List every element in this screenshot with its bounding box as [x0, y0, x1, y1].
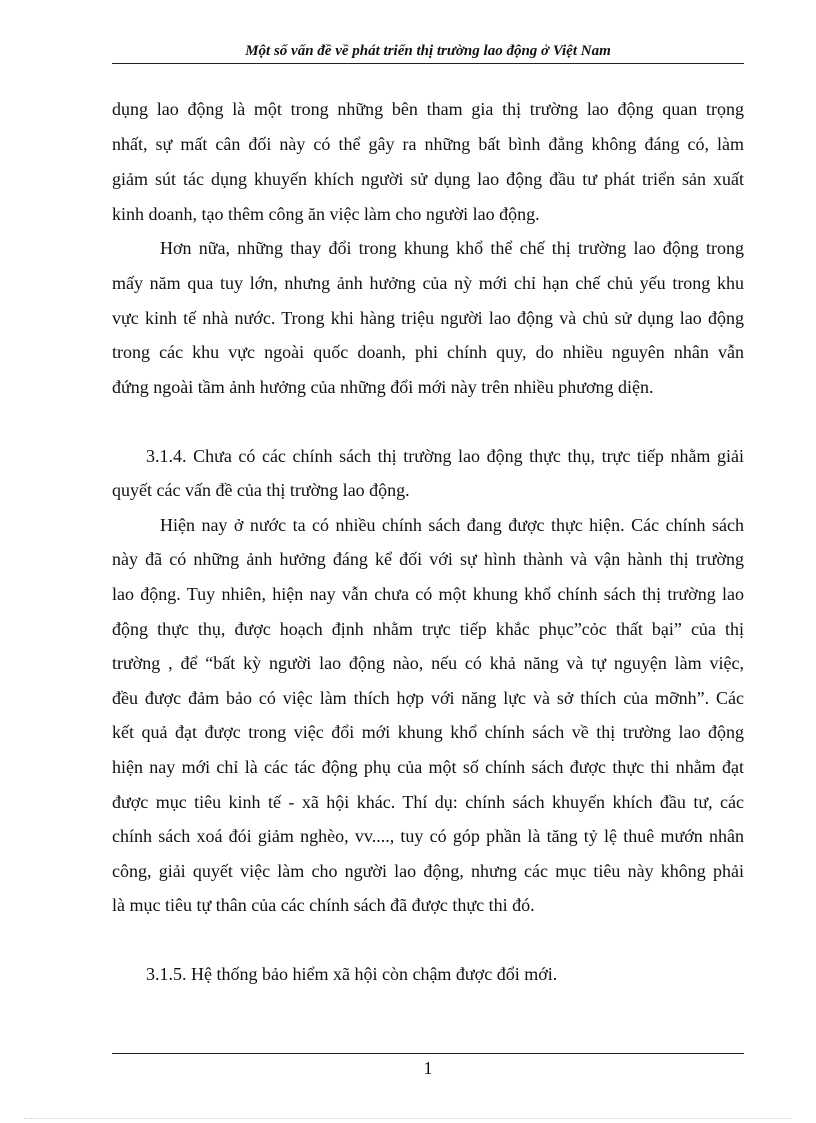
- text-line: đều được đảm bảo có việc làm thích hợp với năng lực và sở thích của mỡnh”. Các: [112, 688, 744, 708]
- text-line: đứng ngoài tầm ảnh hưởng của những đổi mới này trên nhiều phương diện.: [112, 377, 654, 397]
- text-line: kết quả đạt được trong việc đổi mới khung khổ chính sách về thị trường lao động: [112, 722, 744, 742]
- text-line: vực kinh tế nhà nước. Trong khi hàng triệu người lao động và chủ sử dụng lao động: [112, 308, 744, 328]
- text-line: hiện nay mới chỉ là các tác động phụ của một số chính sách được thực thi nhằm đạt: [112, 757, 744, 777]
- text-line: mấy năm qua tuy lớn, nhưng ảnh hưởng của nỳ mới chỉ hạn chế chủ yếu trong khu: [112, 273, 744, 293]
- text-line: là mục tiêu tự thân của các chính sách đã được thực thi đó.: [112, 895, 535, 915]
- text-line: này đã có những ảnh hưởng đáng kể đối với sự hình thành và vận hành thị trường: [112, 549, 744, 569]
- text-line: giảm sút tác dụng khuyến khích người sử dụng lao động đầu tư phát triển sản xuất: [112, 169, 744, 189]
- text-line: lao động. Tuy nhiên, hiện nay vẫn chưa có một khung khổ chính sách thị trường lao: [112, 584, 744, 604]
- text-line: Hiện nay ở nước ta có nhiều chính sách đang được thực hiện. Các chính sách: [160, 515, 744, 535]
- text-line: được mục tiêu kinh tế - xã hội khác. Thí dụ: chính sách khuyến khích đầu tư, các: [112, 792, 744, 812]
- section-heading-3-1-4: 3.1.4. Chưa có các chính sách thị trường lao động thực thụ, trực tiếp nhằm giải: [146, 446, 744, 466]
- section-heading-3-1-5: 3.1.5. Hệ thống bảo hiểm xã hội còn chậm được đổi mới.: [146, 964, 558, 984]
- text-line: nhất, sự mất cân đối này có thể gây ra những bất bình đẳng không đáng có, làm: [112, 134, 744, 154]
- text-line: trường , để “bất kỳ người lao động nào, nếu có khả năng và tự nguyện làm việc,: [112, 653, 744, 673]
- footer-divider: [112, 1053, 744, 1054]
- header-divider: [112, 63, 744, 64]
- section-heading-3-1-4-cont: quyết các vấn đề của thị trường lao động.: [112, 480, 410, 500]
- text-line: trong các khu vực ngoài quốc doanh, phi chính quy, do nhiều nguyên nhân vẫn: [112, 342, 744, 362]
- text-line: động thực thụ, được hoạch định nhằm trực tiếp khắc phục”cỏc thất bại” của thị: [112, 619, 744, 639]
- page-bottom-edge: [24, 1118, 792, 1119]
- text-line: chính sách xoá đói giảm nghèo, vv...., tuy có góp phần là tăng tỷ lệ thuê mướn nhân: [112, 826, 744, 846]
- text-line: công, giải quyết việc làm cho người lao động, nhưng các mục tiêu này không phải: [112, 861, 744, 881]
- page-number: 1: [423, 1058, 433, 1078]
- text-line: Hơn nữa, những thay đổi trong khung khổ thể chế thị trường lao động trong: [160, 238, 744, 258]
- page-header-title: Một số vấn đề về phát triển thị trường lao động ở Việt Nam: [245, 43, 611, 59]
- text-line: kinh doanh, tạo thêm công ăn việc làm cho người lao động.: [112, 204, 540, 224]
- text-line: dụng lao động là một trong những bên tham gia thị trường lao động quan trọng: [112, 99, 744, 119]
